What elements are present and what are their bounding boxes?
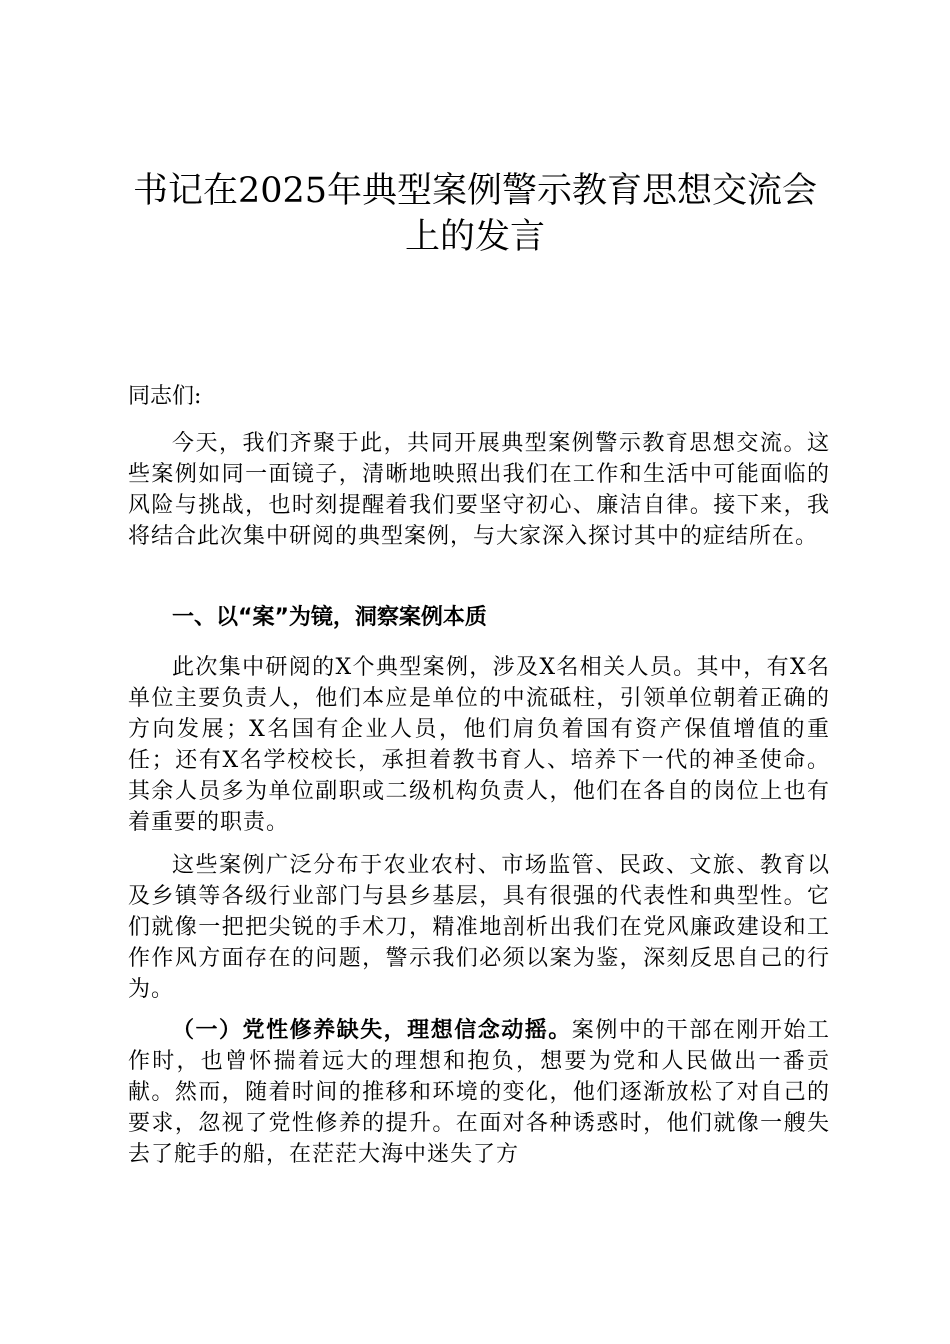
section1-paragraph-1: 此次集中研阅的X个典型案例，涉及X名相关人员。其中，有X名单位主要负责人，他们本应是单位的中流砥柱，引领单位朝着正确的方向发展；X名国有企业人员，他们肩负着国有资产保值增值的重任；还有X名学校校长，承担着教书育人、培养下一代的神圣使命。其余人员多为单位副职或二级机构负责人，他们在各自的岗位上也有着重要的职责。 — [128, 655, 830, 835]
intro-paragraph: 今天，我们齐聚于此，共同开展典型案例警示教育思想交流。这些案例如同一面镜子，清晰地映照出我们在工作和生活中可能面临的风险与挑战，也时刻提醒着我们要坚守初心、廉洁自律。接下来，我将结合此次集中研阅的典型案例，与大家深入探讨其中的症结所在。 — [128, 431, 830, 549]
salutation: 同志们: — [128, 384, 202, 409]
section1-paragraph-2: 这些案例广泛分布于农业农村、市场监管、民政、文旅、教育以及乡镇等各级行业部门与县乡基层，具有很强的代表性和典型性。它们就像一把把尖锐的手术刀，精准地剖析出我们在党风廉政建设和工作作风方面存在的问题，警示我们必须以案为鉴，深刻反思自己的行为。 — [128, 853, 830, 1002]
section-heading-1: 一、以“案”为镜，洞察案例本质 — [172, 605, 487, 630]
subsection1-paragraph — [128, 1015, 830, 1170]
document-title: 书记在2025年典型案例警示教育思想交流会上的发言 — [132, 171, 818, 257]
subsection1-text: 案例中的干部在刚开始工作时，也曾怀揣着远大的理想和抱负，想要为党和人民做出一番贡献。然而，随着时间的推移和环境的变化，他们逐渐放松了对自己的要求，忽视了党性修养的提升。在面对各种诱惑时，他们就像一艘失去了舵手的船，在茫茫大海中迷失了方 — [128, 1018, 830, 1167]
subsection-heading-1: （一）党性修养缺失，理想信念动摇。 — [172, 1018, 572, 1043]
